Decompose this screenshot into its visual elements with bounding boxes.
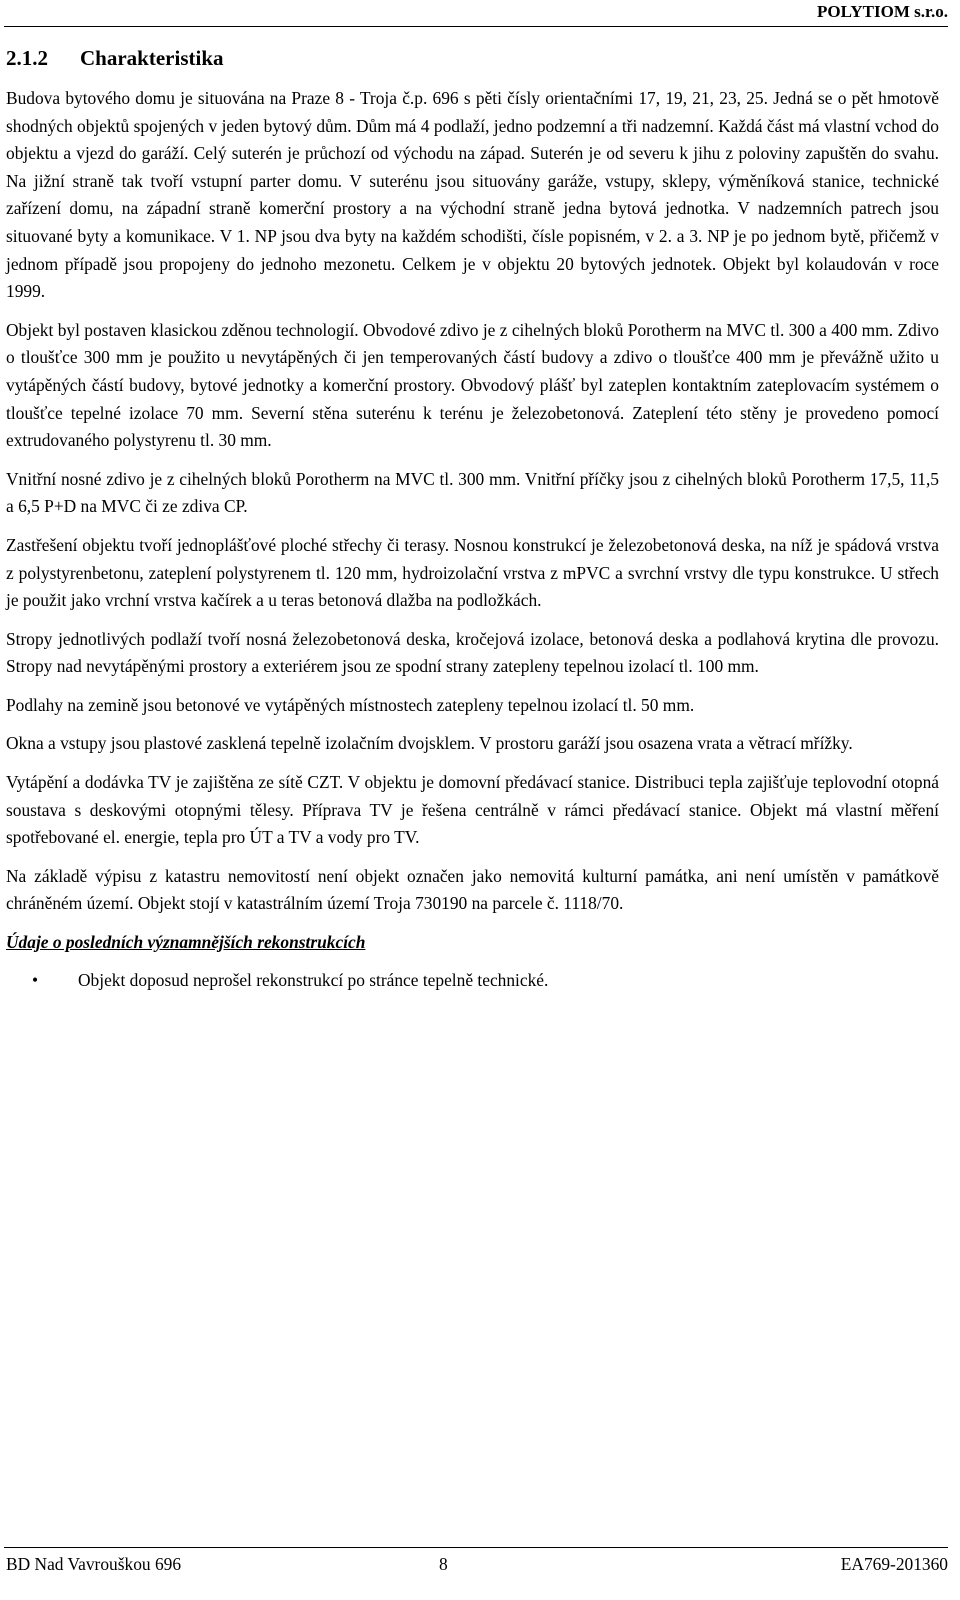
paragraph-interior-walls: Vnitřní nosné zdivo je z cihelných bloků Porotherm na MVC tl. 300 mm. Vnitřní příčky jsou z cihelných bloků Porotherm 17,5, 11,5 a 6,5 P+D na MVC či ze zdiva CP. bbox=[6, 468, 939, 517]
section-number: 2.1.2 bbox=[6, 46, 48, 70]
paragraph-heating: Vytápění a dodávka TV je zajištěna ze sítě CZT. V objektu je domovní předávací stanice. Distribuci tepla zajišťuje teplovodní otopná soustava s deskovými otopnými tělesy. Příprava TV je řešena centrálně v rámci předávací stanice. Objekt má vlastní měření spotřebované el. energie, tepla pro ÚT a TV a vody pro TV. bbox=[6, 772, 939, 848]
list-item-text: Objekt doposud neprošel rekonstrukcí po stránce tepelně technické. bbox=[78, 969, 549, 990]
paragraph-ceilings: Stropy jednotlivých podlaží tvoří nosná železobetonová deska, kročejová izolace, betonová deska a podlahová krytina dle provozu. Stropy nad nevytápěnými prostory a exteriérem jsou ze spodní strany zatepleny tepelnou izolací tl. 100 mm. bbox=[6, 628, 939, 677]
paragraph-windows: Okna a vstupy jsou plastové zasklená tepelně izolačním dvojsklem. V prostoru garáží jsou osazena vrata a větrací mřížky. bbox=[6, 733, 853, 754]
footer-building-name: BD Nad Vavrouškou 696 bbox=[6, 1554, 182, 1574]
paragraph-cadastre: Na základě výpisu z katastru nemovitostí není objekt označen jako nemovitá kulturní památka, ani není umístěn v památkově chráněném území. Objekt stojí v katastrálním území Troja 730190 na parcele č. 1118/70. bbox=[6, 865, 939, 914]
paragraph-construction: Objekt byl postaven klasickou zděnou technologií. Obvodové zdivo je z cihelných bloků Porotherm na MVC tl. 300 a 400 mm. Zdivo o tloušťce 300 mm je použito u nevytápěných či jen temperovaných částí budovy a zdivo o tloušťce 400 mm je převážně užito u vytápěných částí budovy, bytové jednotky a komerční prostory. Obvodový plášť byl zateplen kontaktním zateplovacím systémem o tloušťce tepelné izolace 70 mm. Severní stěna suterénu k terénu je železobetonová. Zateplení této stěny je provedeno pomocí extrudovaného polystyrenu tl. 30 mm. bbox=[6, 319, 939, 451]
page-footer bbox=[6, 1552, 948, 1576]
document-body bbox=[6, 44, 939, 994]
paragraph-roofing: Zastřešení objektu tvoří jednoplášťové ploché střechy či terasy. Nosnou konstrukcí je železobetonová deska, na níž je spádová vrstva z polystyrenbetonu, zateplení polystyrenem tl. 120 mm, hydroizolační vrstva z mPVC a svrchní vrstvy dle typu konstrukce. U střech je použit jako vrchní vrstva kačírek a u teras betonová dlažba na podložkách. bbox=[6, 534, 939, 611]
company-name: POLYTIOM s.r.o. bbox=[817, 2, 948, 21]
footer-document-code: EA769-201360 bbox=[840, 1554, 948, 1574]
page-number: 8 bbox=[439, 1554, 448, 1574]
section-heading bbox=[6, 44, 939, 72]
bullet-icon: • bbox=[32, 969, 39, 990]
paragraph-floors: Podlahy na zemině jsou betonové ve vytápěných místnostech zatepleny tepelnou izolací tl. 50 mm. bbox=[6, 694, 695, 715]
reconstruction-list bbox=[6, 967, 939, 995]
header-divider bbox=[4, 26, 948, 27]
reconstruction-subheading: Údaje o posledních významnějších rekonstrukcích bbox=[6, 932, 366, 953]
footer-divider bbox=[4, 1547, 948, 1548]
list-item bbox=[6, 967, 939, 995]
paragraph-building-description: Budova bytového domu je situována na Praze 8 - Troja č.p. 696 s pěti čísly orientačními 17, 19, 21, 23, 25. Jedná se o pět hmotově shodných objektů spojených v jeden bytový dům. Dům má 4 podlaží, jedno podzemní a tři nadzemní. Každá část má vlastní vchod do objektu a vjezd do garáží. Celý suterén je průchozí od východu na západ. Suterén je od severu k jihu z poloviny zapuštěn do svahu. Na jižní straně tak tvoří vstupní parter domu. V suterénu jsou situovány garáže, vstupy, sklepy, výměníková stanice, technické zařízení domu, na západní straně komerční prostory a na východní straně jedna bytová jednotka. V nadzemních patrech jsou situované byty a komunikace. V 1. NP jsou dva byty na každém schodišti, čísle popisném, v 2. a 3. NP je po jednom bytě, přičemž v jednom případě jsou propojeny do jednoho mezonetu. Celkem je v objektu 20 bytových jednotek. Objekt byl kolaudován v roce 1999. bbox=[6, 88, 939, 302]
section-title: Charakteristika bbox=[80, 46, 224, 70]
